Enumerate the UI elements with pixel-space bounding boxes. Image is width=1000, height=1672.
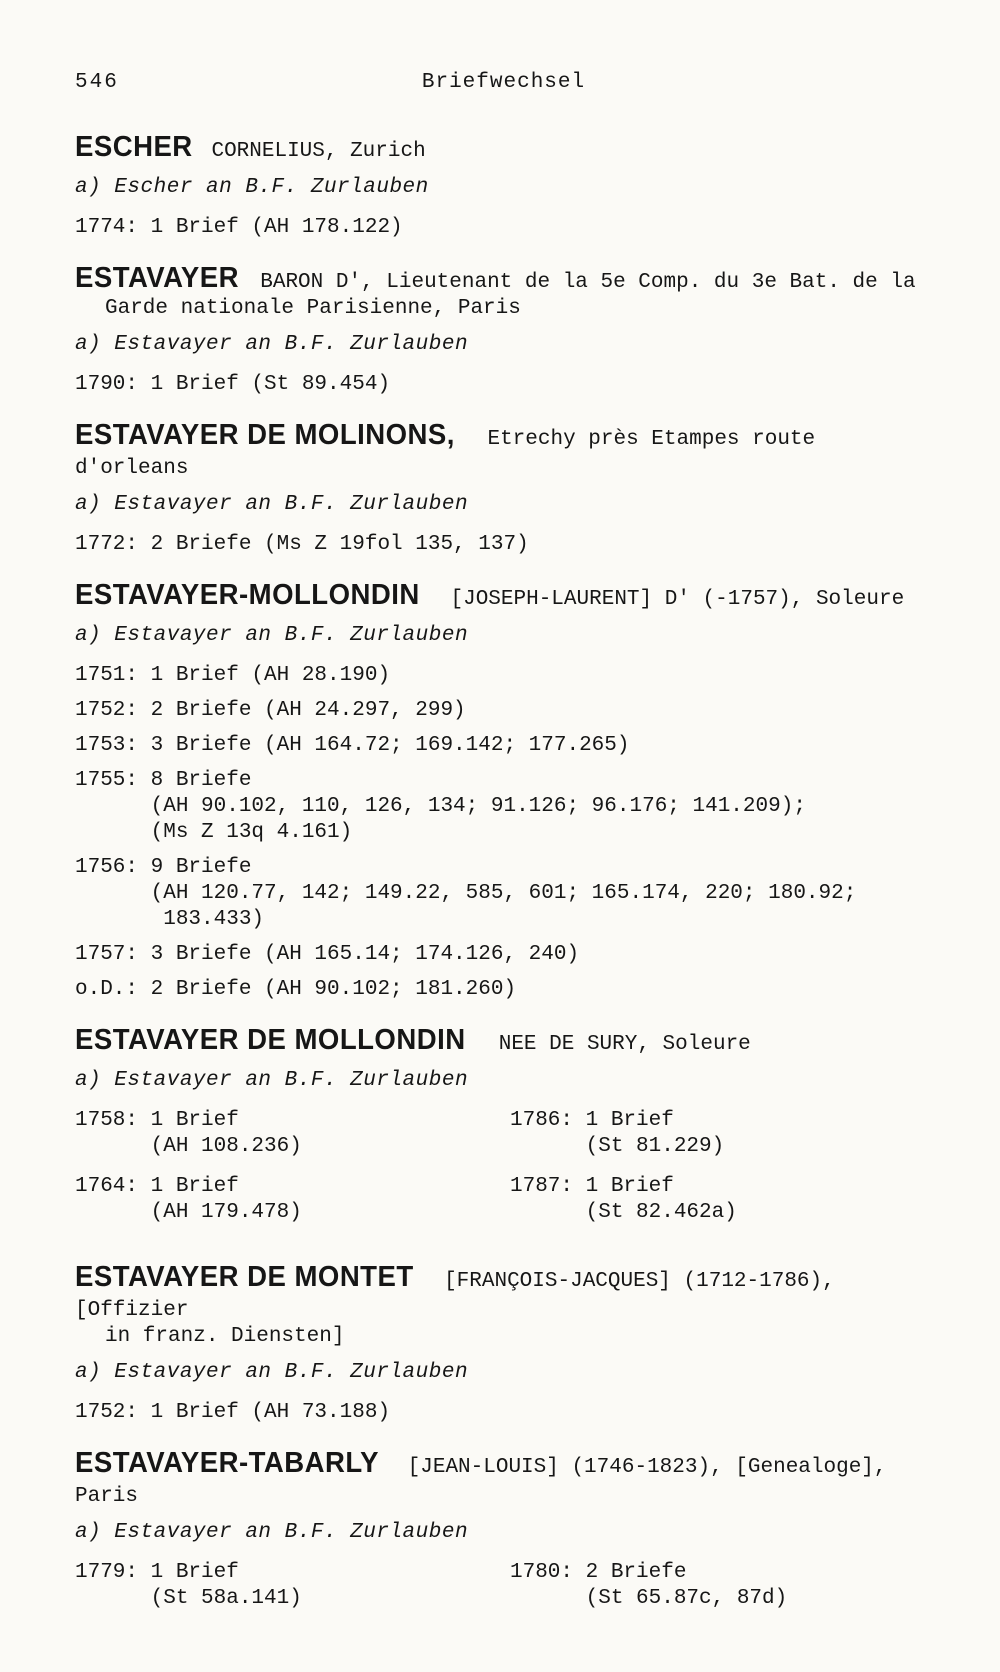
- record-year: 1752:: [75, 1401, 139, 1424]
- record: [75, 663, 932, 689]
- record-line: 9 Briefe: [150, 856, 252, 879]
- record-lines: [151, 1174, 510, 1226]
- records: [75, 372, 932, 398]
- record: [510, 1560, 932, 1612]
- record-line: 1 Brief (St 89.454): [150, 373, 391, 396]
- record-lines: [151, 372, 932, 398]
- record-line: 3 Briefe (AH 165.14; 174.126, 240): [150, 943, 580, 966]
- record: [75, 372, 932, 398]
- record-year: o.D.:: [75, 978, 139, 1001]
- page-number: 546: [75, 71, 119, 94]
- records-column-right: [510, 1560, 932, 1626]
- entry-name: ESTAVAYER: [75, 262, 240, 294]
- record: [510, 1108, 932, 1160]
- record-lines: [151, 942, 932, 968]
- record-lines: [586, 1108, 932, 1160]
- entry-estavayer-de-molinons: [75, 419, 932, 558]
- entry-attribution: a) Estavayer an B.F. Zurlauben: [75, 333, 469, 356]
- entry-attribution: a) Estavayer an B.F. Zurlauben: [75, 1521, 469, 1544]
- entry-subtitle: CORNELIUS, Zurich: [198, 140, 426, 163]
- record-year: 1752:: [75, 699, 139, 722]
- record-line: 1 Brief (AH 73.188): [150, 1401, 391, 1424]
- entry-subtitle: Etrechy près Etampes route d'orleans: [75, 428, 828, 480]
- records: [75, 215, 932, 241]
- records: [75, 532, 932, 558]
- record-line: 1 Brief: [150, 1175, 239, 1198]
- record: [510, 1174, 932, 1226]
- record-line: (St 81.229): [585, 1135, 725, 1158]
- entry-attribution: a) Escher an B.F. Zurlauben: [75, 176, 429, 199]
- record-lines: [586, 1560, 932, 1612]
- records-column-left: [75, 1108, 510, 1240]
- record-lines: [151, 1400, 932, 1426]
- record-lines: [151, 1108, 510, 1160]
- entry-heading: [75, 262, 932, 322]
- record-line: (AH 179.478): [150, 1201, 302, 1224]
- record-year: 1786:: [510, 1109, 574, 1132]
- record-lines: [151, 977, 932, 1003]
- record-line: 2 Briefe (Ms Z 19fol 135, 137): [150, 533, 529, 556]
- record-year: 1790:: [75, 373, 139, 396]
- entry-attribution: a) Estavayer an B.F. Zurlauben: [75, 493, 469, 516]
- record: [75, 215, 932, 241]
- record-line: (AH 120.77, 142; 149.22, 585, 601; 165.174, 220; 180.92;: [150, 882, 857, 905]
- record-line: 1 Brief: [585, 1175, 674, 1198]
- record-lines: [151, 733, 932, 759]
- entry-estavayer-baron: [75, 262, 932, 398]
- record-lines: [151, 698, 932, 724]
- record-columns: [75, 1560, 932, 1626]
- entry-heading: [75, 579, 932, 613]
- entry-subtitle-line2: Garde nationale Parisienne, Paris: [105, 297, 521, 320]
- page-header: [75, 70, 932, 98]
- record: [75, 1400, 932, 1426]
- entry-heading: [75, 131, 932, 165]
- entry-name: ESCHER: [75, 131, 193, 163]
- record-columns: [75, 1108, 932, 1240]
- record-line: 1 Brief: [585, 1109, 674, 1132]
- record: [75, 977, 932, 1003]
- record: [75, 1108, 510, 1160]
- entry-subtitle: [JOSEPH-LAURENT] D' (-1757), Soleure: [437, 588, 905, 611]
- record-line: 8 Briefe: [150, 769, 252, 792]
- record-year: 1753:: [75, 734, 139, 757]
- entry-subtitle: NEE DE SURY, Soleure: [486, 1033, 751, 1056]
- entry-estavayer-tabarly: [75, 1447, 932, 1626]
- entry-name: ESTAVAYER-TABARLY: [75, 1447, 380, 1479]
- record: [75, 1174, 510, 1226]
- record-line: (St 65.87c, 87d): [585, 1587, 788, 1610]
- record-line: (St 58a.141): [150, 1587, 302, 1610]
- record-lines: [151, 855, 932, 933]
- record-line: 183.433): [150, 908, 265, 931]
- entry-subtitle: [JEAN-LOUIS] (1746-1823), [Genealoge], Paris: [75, 1456, 900, 1508]
- record-line: 2 Briefe (AH 90.102; 181.260): [150, 978, 517, 1001]
- entry-attribution: a) Estavayer an B.F. Zurlauben: [75, 1069, 469, 1092]
- record-lines: [151, 768, 932, 846]
- records-column-right: [510, 1108, 932, 1240]
- records-column-left: [75, 1560, 510, 1626]
- entry-subtitle: [FRANÇOIS-JACQUES] (1712-1786), [Offizier: [75, 1270, 848, 1322]
- entry-heading: [75, 1024, 932, 1058]
- record: [75, 1560, 510, 1612]
- record-year: 1774:: [75, 216, 139, 239]
- record: [75, 698, 932, 724]
- record-line: (St 82.462a): [585, 1201, 737, 1224]
- record-lines: [151, 1560, 510, 1612]
- record: [75, 855, 932, 933]
- entry-escher: [75, 131, 932, 241]
- entry-name: ESTAVAYER DE MOLINONS,: [75, 419, 455, 451]
- entry-estavayer-mollondin: [75, 579, 932, 1003]
- entry-heading: [75, 1447, 932, 1510]
- record-line: 1 Brief (AH 178.122): [150, 216, 403, 239]
- entry-name: ESTAVAYER-MOLLONDIN: [75, 579, 420, 611]
- record-year: 1756:: [75, 856, 139, 879]
- record-year: 1758:: [75, 1109, 139, 1132]
- record-year: 1755:: [75, 769, 139, 792]
- entry-subtitle-line2: in franz. Diensten]: [105, 1325, 345, 1348]
- record-year: 1779:: [75, 1561, 139, 1584]
- record: [75, 942, 932, 968]
- record-line: 2 Briefe: [585, 1561, 687, 1584]
- record: [75, 733, 932, 759]
- entry-attribution: a) Estavayer an B.F. Zurlauben: [75, 624, 469, 647]
- entry-heading: [75, 1261, 932, 1350]
- record-line: (AH 108.236): [150, 1135, 302, 1158]
- record-lines: [151, 215, 932, 241]
- record: [75, 532, 932, 558]
- record-year: 1751:: [75, 664, 139, 687]
- record-year: 1772:: [75, 533, 139, 556]
- entry-estavayer-de-mollondin-nee-de-sury: [75, 1024, 932, 1240]
- entry-heading: [75, 419, 932, 482]
- record-line: (AH 90.102, 110, 126, 134; 91.126; 96.176; 141.209);: [150, 795, 806, 818]
- record-line: 1 Brief (AH 28.190): [150, 664, 391, 687]
- record-line: 1 Brief: [150, 1561, 239, 1584]
- record-line: 2 Briefe (AH 24.297, 299): [150, 699, 466, 722]
- entry-name: ESTAVAYER DE MOLLONDIN: [75, 1024, 466, 1056]
- record-lines: [586, 1174, 932, 1226]
- entry-name: ESTAVAYER DE MONTET: [75, 1261, 414, 1293]
- record-line: 3 Briefe (AH 164.72; 169.142; 177.265): [150, 734, 630, 757]
- record-year: 1764:: [75, 1175, 139, 1198]
- records: [75, 1400, 932, 1426]
- page-title: Briefwechsel: [421, 71, 586, 94]
- entry-subtitle: BARON D', Lieutenant de la 5e Comp. du 3e Bat. de la: [247, 271, 916, 294]
- record-line: (Ms Z 13q 4.161): [150, 821, 353, 844]
- records: [75, 663, 932, 1003]
- record-lines: [151, 532, 932, 558]
- record-year: 1757:: [75, 943, 139, 966]
- record-lines: [151, 663, 932, 689]
- entry-estavayer-de-montet: [75, 1261, 932, 1426]
- record-year: 1787:: [510, 1175, 574, 1198]
- record: [75, 768, 932, 846]
- record-line: 1 Brief: [150, 1109, 239, 1132]
- entry-attribution: a) Estavayer an B.F. Zurlauben: [75, 1361, 469, 1384]
- record-year: 1780:: [510, 1561, 574, 1584]
